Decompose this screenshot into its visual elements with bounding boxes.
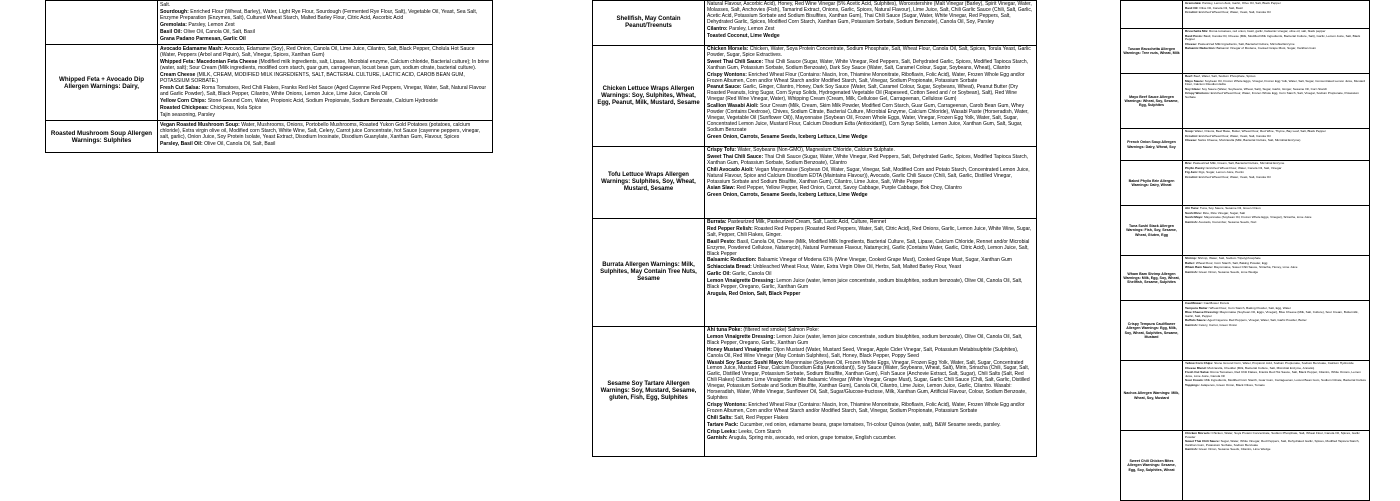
ingredient-component (707, 85, 1034, 103)
component-ingredients: Aged Cayenne Red Peppers, Vinegar, Water, Salt, Garlic Powder, Butter (1207, 318, 1307, 323)
component-label: Shrimp: (1185, 256, 1197, 260)
component-ingredients: Basil, Canola Oil, Cheese (Milk, Modified Milk Ingredients, Bacterial Culture, Salt), Garlic, Lemon Juice, Salt, Black Pepper (1185, 33, 1361, 42)
menu-item-name: Crispy Tempura Cauliflower Allergen Warnings: Egg, Milk, Soy, Wheat, Sulphites, Sesame, Mustard (1121, 301, 1183, 361)
component-ingredients: Shrimp, Water, Salt, Sodium Tripolyphosphate (1197, 256, 1261, 260)
component-label: Toasted Coconut, Lime Wedge (707, 32, 780, 39)
component-label: Gremolata: (1185, 1, 1202, 5)
component-label: Green Onion, Carrots, Sesame Seeds, Iceberg Lettuce, Lime Wedge (707, 133, 868, 140)
component-label: Sweet Thai Chili Sauce: (707, 153, 764, 160)
component-ingredients: Chicken, Water, Soya Protein Concentrate, Sodium Phosphate, Salt, Wheat Flour, Canola Oil, Salt, Spices, Torula Yeast, Garlic Powder, Sugar, Spice Extractives. (707, 46, 1031, 58)
component-ingredients: Enriched Wheat Flour, Water, Yeast, Salt, Canola Oil (1198, 133, 1271, 138)
ingredient-component (707, 135, 1034, 141)
component-label: Gremolata: (160, 22, 187, 28)
component-label: Sour Cream: (1185, 378, 1204, 383)
ingredient-component (160, 72, 490, 84)
component-label: Sushi Rice: (1185, 210, 1202, 215)
ingredient-component (160, 2, 490, 8)
menu-item-name: Tofu Lettuce Wraps Allergen Warnings: Sulphites, Soy, Wheat, Mustard, Sesame (593, 147, 705, 219)
component-label: Whipped Feta: Macedonian Feta Cheese (160, 59, 258, 65)
component-ingredients: Olive Oil, Canola Oil, Salt, Basil (183, 29, 255, 35)
component-ingredients: Swiss Cheese, Mozzarella (Milk, Bacterial Culture, Salt, Microbial Enzyme) (1197, 138, 1301, 143)
component-label: Beef: (1185, 74, 1193, 78)
allergen-table-middle (592, 0, 1037, 457)
ingredient-component (160, 141, 490, 147)
menu-item-row (1121, 1, 1370, 29)
component-ingredients: Tajin seasoning, Parsley (160, 112, 215, 118)
ingredient-list (1183, 1, 1370, 29)
component-ingredients: Parsley, Lemon Zest (728, 25, 775, 32)
component-label: Fig Jam: (1185, 170, 1198, 175)
menu-item-name: Whipped Feta + Avocado Dip Allergen Warnings: Dairy, (46, 45, 158, 121)
menu-item-row (593, 46, 1037, 147)
component-ingredients: Balsamic Vinegar of Modena, Cooked Grape Must, Sugar, Xanthan Gum (1216, 46, 1316, 51)
component-ingredients: Lemon Juice (water, lemon juice concentrate, sodium bisulphites, sodium benzoate), Olive Oil, Canola Oil, Salt, Black Pepper, Oregano, Garlic, Xanthan Gum (707, 278, 1023, 291)
component-label: Sweet Thai Chili Sauce: (707, 58, 764, 65)
component-label: Wasabi Soy Sauce: Sushi Mayo: (707, 359, 784, 366)
component-ingredients: Water, Mushrooms, Onions, Portobello Mushrooms, Roasted Yukon Gold Potatoes (potatoes, calcium chloride), Extra virgin olive oil, Modified corn Starch, White Wine, Salt, Celery, Carrot juice Concentrate, hot Sauce (cayenne peppers, vinegar, salt, garlic), Onion Juice, Soy Protein Isolate, Yeast Extract, Disodium Inosinate, Disodium Guanylate, Xanthan Gum, Flavour, Spices (160, 122, 481, 140)
component-label: Fresh Cut Salsa: (160, 85, 201, 91)
component-label: Yellow Corn Chips: (160, 98, 207, 104)
component-label: Yellow Corn Chips: (1185, 361, 1214, 365)
component-ingredients: Enriched Wheat Flour (Contains: Niacin, Iron, Thiamine Mononitrate, Riboflavin, Folic Acid), Water, Frozen Whole Egg and/or Frozen Albumen, Corn and/or Wheat Starch and/or Modified Starch, Salt, Vinegar, Sodium Propionate, Potassium Sorbate (707, 71, 1025, 84)
component-label: Ahi tuna Poke: (707, 327, 743, 333)
component-label: Garnish: (1185, 322, 1198, 327)
component-ingredients: Roma tomatoes, red onion, basil, garlic, balsamic vinegar, olive oil, salt, black pepper (1209, 29, 1326, 33)
component-ingredients: Green Onion, Sesame Seeds, Lime Wedge (1198, 269, 1259, 274)
menu-item-name (46, 1, 158, 45)
component-ingredients: Pasteurized Milk, Cream, Salt, Bacterial Culture, Microbial Enzyme (1192, 161, 1285, 165)
component-ingredients: Soy Sauce (Water, Soybeans, Wheat, Salt), Sugar, Garlic, Ginger, Sesame Oil, Corn Starch (1201, 86, 1328, 91)
component-ingredients: Jalapenos, Green Onion, Black Olives, Tomato (1200, 382, 1265, 387)
component-label: Fresh Cut Salsa: (1185, 370, 1210, 375)
ingredient-list (1183, 29, 1370, 74)
component-label: Garnish: (1185, 447, 1198, 452)
menu-item-row (593, 147, 1037, 219)
component-ingredients: Roma Tomatoes, Red Chili Flakes, Franks Red Hot Sauce, Salt, Black Pepper, Cilantro, White Onions, Lemon Juice, Lime Juice, Canola Oil (1185, 370, 1361, 378)
ingredient-list (705, 46, 1037, 147)
ingredient-component (1185, 35, 1367, 42)
component-ingredients: Wheat Flour, Corn Starch, Salt, Baking Powder, Egg (1195, 260, 1268, 265)
component-label: Bruschetta Mix: (1185, 29, 1209, 33)
component-label: Batter: (1185, 260, 1195, 265)
component-label: Honey Mustard Vinaigrette: (707, 346, 772, 353)
component-label: Cheese: (1185, 138, 1198, 143)
component-label: Crostini: (1185, 10, 1198, 15)
component-label: Avocado Edamame Mash: (160, 46, 223, 52)
component-ingredients: Water, Soybeans (Non-GMO), Magnesium Chloride, Calcium Sulphate. (737, 147, 895, 153)
component-ingredients: (Modified milk ingredients, salt, Lipase, Microbial enzyme, Calcium chloride, Bacterial culture); In brine (water, salt); Sour Cream (Milk ingredients, modified corn starch, guar gum, carrageenan, locust bean gum, sodium citrate, bacterial culture). (160, 59, 489, 71)
ingredient-list (1183, 431, 1370, 501)
ingredient-component (707, 279, 1034, 291)
ingredient-component (160, 59, 490, 71)
ingredient-component (707, 227, 1034, 239)
component-ingredients: Chickpeas, Nola Spice (210, 105, 262, 111)
component-ingredients: Arugula, Spring mix, avocado, red onion, grape tomatoe, English cucumber. (728, 435, 897, 442)
component-ingredients: Thai Chili Sauce (Sugar, Water, White Vinegar, Red Peppers, Salt, Dehydrated Garlic, Spices, Modified Tapioca Starch, Xanthan Gum, Potassium Sorbate, Sodium Benzoate), Dark Soy Sauce (Water, Salt, Caramel Colour, Sugar, Soybeans, Wheat), Cilantro (707, 58, 1029, 71)
menu-item-name: Mayo Beef Sauce Allergen Warnings: Wheat, Soy, Sesame, Egg, Sulphites (1121, 74, 1183, 129)
menu-item-name: Tuna Sushi Stack Allergen Warnings: Fish, Soy, Sesame, Wheat, Gluten, Egg (1121, 206, 1183, 256)
component-ingredients: Roma Tomatoes, Red Chili Flakes, Franks Red Hot Sauce (Aged Cayenne Red Peppers, Vinegar, Water, Salt, Natural Flavour and Garlic Powder), Salt, Black Pepper, Cilantro, White Onions, Lemon Juice, Lime Juice, Canola Oil (160, 85, 487, 97)
component-label: Garlic Oil: (707, 271, 731, 278)
menu-item-row (46, 45, 493, 121)
component-ingredients: Garlic, Ginger, Cilantro, Honey, Dark Soy Sauce (Water, Salt, Caramel Colour, Sugar, Soybeans, Wheat), Peanut Butter (Dry Roasted Peanuts, Icing Sugar, Corn Syrup Solids, Hydrogenated Vegetable Oil (Rapeseed, Cotton Seed and / or Soybean), Salt), Red Wine Vinegar (Red Wine Vinegar, Water), Whipping Cream (Cream, Milk, Cellulose Gel, Carrageenan, Cellulose Gum) (707, 84, 1018, 103)
component-ingredients: Parsley, Lemon Zest (188, 22, 235, 28)
menu-item-row (1121, 361, 1370, 431)
component-ingredients: Thai Chili Sauce (Sugar, Water, White Vinegar, Red Peppers, Salt, Dehydrated Garlic, Spices, Modified Tapioca Starch, Xanthan Gum, Potassium Sorbate, Sodium Benzoate), Cilantro (707, 153, 1029, 166)
component-label: Vegan Roasted Mushroom Soup: (160, 122, 240, 128)
component-label: Schiacciata Bread: (707, 264, 752, 271)
component-label: Lemon Vinaigrette Dressing: (707, 333, 775, 340)
ingredient-component (707, 168, 1034, 186)
component-label: Soup: (1185, 129, 1194, 133)
component-ingredients: Red Pepper, Yellow Pepper, Red Onion, Carrot, Savoy Cabbage, Purple Cabbage, Bok Choy, Cilantro (736, 185, 962, 192)
component-label: Cauliflower: (1185, 301, 1203, 305)
allergen-table-left (45, 0, 493, 153)
component-label: Mayo Sauce: (1185, 78, 1204, 83)
component-ingredients: Stone Ground Corn, Water, Propionic Acid, Sodium Propionate, Sodium Benzoate, Calcium Hydroxide (207, 98, 438, 104)
ingredient-component (1185, 384, 1367, 388)
component-ingredients: (MILK, CREAM, MODIFIED MILK INGREDIENTS, SALT, BACTERIAL CULTURE, LACTIC ACID, CAROB BEAN GUM, POTASSIUM SORBATE.) (160, 72, 465, 84)
component-ingredients: Sour Cream (Milk, Cream, Skim Milk Powder, Modified Corn Starch, Guar Gum, Carrageenan, Carob Bean Gum, Whey Powder (Contains Dextrose), Chives, Sodium Citrate, Bacterial Culture, Microbial Enzyme, Calcium Chloride), Wasabi Paste (Horseradish, Water, Vinegar, Vegetable Oil (Sunflower Oil)), Mayonnaise (Soybean Oil, Frozen Whole Eggs, Water, Vinegar, Frozen Egg Yolk, Water, Salt, Sugar, Concentrated Lemon Juice, Mustard Flour, Calcium Disodium Edta (Antioxidant)), Corn Syrup Solids, Lemon Juice, Xanthan Gum, Salt, Sugar, Sodium Benzoate (707, 103, 1029, 133)
ingredient-list (158, 121, 493, 153)
ingredient-component (1185, 47, 1367, 51)
ingredient-table (45, 0, 493, 153)
ingredient-list (1183, 301, 1370, 361)
ingredient-component (1185, 271, 1367, 275)
ingredient-component (160, 112, 490, 118)
component-ingredients: Mayonnaise (Soybean Oil, Frozen Whole Eggs, Vinegar), Sriracha, Lime Juice (1204, 215, 1312, 220)
ingredient-component (160, 98, 490, 104)
component-ingredients: Mayonnaise (Soybean Oil, Eggs, Vinegar), Blue Cheese (Milk, Salt, Culture), Sour Cream, Buttermilk, Garlic, Salt, Pepper (1185, 310, 1359, 318)
component-ingredients: Lemon Juice (water, lemon juice concentrate, sodium bisulphites, sodium benzoate), Olive Oil, Canola Oil, Salt, Black Pepper, Oregano, Garlic, Xanthan Gum (707, 333, 1023, 346)
component-label: Crispy Wontons: (1185, 91, 1210, 96)
component-ingredients: Water, Onions, Beef Base, Butter, Wheat Flour, Red Wine, Thyme, Bay Leaf, Salt, Black Pepper (1194, 129, 1326, 133)
component-label: Garnish: (707, 435, 728, 442)
component-ingredients: Wheat Flour, Corn Starch, Baking Powder, Salt, Egg, Water (1209, 305, 1291, 310)
component-ingredients: Green Onion, Sesame Seeds, Cilantro, Lime Wedge (1198, 447, 1271, 452)
ingredient-component (1185, 324, 1367, 328)
menu-item-name: Sesame Soy Tartare Allergen Warnings: Soy, Mustard, Sesame, gluten, Fish, Egg, Sulphites (593, 327, 705, 457)
component-label: Brie: (1185, 161, 1193, 165)
component-ingredients: Natural Flavour, Ascorbic Acid), Honey, Red Wine Vinegar (5% Acetic Acid, Sulphites), Worcestershire (Malt Vinegar (Barley), Spirit Vinegar, Water, Molasses, Salt, Anchovies (Fish), Tamarind Extract, Onions, Garlic, Spices, Natural Flavour), Lime Juice, Salt, Chili Garlic Sauce (Chili, Salt, Garlic, Acetic Acid, Potassium Sorbate and Sodium Bisulfites, Xanthan Gum), Thai Chili Sauce (Sugar, Water, White Vinegar, Red Peppers, Salt, Dehydrated Garlic, Spices, Modified Corn Starch, Xanthan Gum, Potassium Sorbate, Sodium Benzoate), Canola Oil, Soy, Parsley (707, 1, 1033, 25)
component-label: Chicken Morsels: (707, 46, 749, 52)
ingredient-component (707, 155, 1034, 167)
ingredient-list (1183, 161, 1370, 206)
component-label: Balsamic Reduction: (1185, 46, 1216, 51)
ingredient-component (707, 240, 1034, 258)
component-ingredients: Unbleached Wheat Flour, Water, Extra Virgin Olive Oil, Herbs, Salt, Malted Barley Flour, Yeast (753, 264, 962, 271)
menu-item-name: Baked Phyllo Brie Allergen Warnings: Dairy, Wheat (1121, 161, 1183, 206)
ingredient-component (1185, 176, 1367, 180)
ingredient-component (707, 348, 1034, 360)
menu-item-name: Chicken Lettuce Wraps Allergen Warnings: Soy, Sulphites, Wheat, Egg, Peanut, Milk, Mustard, Sesame (593, 46, 705, 147)
component-ingredients: Milk Ingredients, Modified Corn Starch, Guar Gum, Carrageenan, Locust Bean Gum, Sodium Citrate, Bacterial Culture (1204, 378, 1367, 383)
ingredient-list (705, 147, 1037, 219)
menu-item-name: Shellfish, May Contain Peanut/Treenuts (593, 1, 705, 46)
component-ingredients: Avocado, Edamame (Soy), Red Onion, Canola Oil, Lime Juice, Cilantro, Salt, Black Pepper, Cholula Hot Sauce (Water, Peppers (Arbol and Piquin), Salt, Vinegar, Spices, Xanthan Gum) (160, 46, 475, 58)
component-label: Sourdough: (160, 9, 189, 15)
menu-item-name: Wham Bam Shrimp Allergen Warnings: Milk, Egg, Soy, Wheat, Shellfish, Sesame, Sulphites (1121, 256, 1183, 301)
ingredient-list (1183, 129, 1370, 161)
component-label: Burrata: (707, 219, 727, 225)
ingredient-list (1183, 206, 1370, 256)
ingredient-component (1185, 432, 1367, 439)
component-ingredients: (filtered red smoke) Salmon Poke: (743, 327, 819, 333)
menu-item-row (1121, 74, 1370, 129)
component-ingredients: Garlic, Canola Oil (732, 271, 772, 278)
component-label: Sweet Thai Chili Sauce: (1185, 439, 1220, 444)
component-label: Crostini: (1185, 174, 1198, 179)
component-label: Balsamic Reduction: (707, 257, 757, 264)
component-label: Buffalo Sauce: (1185, 318, 1207, 323)
ingredient-list (1183, 361, 1370, 431)
component-ingredients: Enriched Wheat Flour, Water, Yeast, Salt, Canola Oil (1198, 10, 1271, 15)
ingredient-component (707, 335, 1034, 347)
ingredient-component (707, 436, 1034, 442)
menu-item-name: Sweet Chili Chicken Bites Allergen Warnings: Sesame, Egg, Soy, Sulphites, Wheat (1121, 431, 1183, 501)
allergen-table-right (1120, 0, 1370, 501)
component-ingredients: Cucumber, red onion, edamame beans, grape tomatoes, Tri-colour Quinoa (water, salt), B&W Sesame seeds, parsley. (739, 421, 1001, 428)
ingredient-component (160, 105, 490, 111)
component-ingredients: Enriched Wheat Flour, Water, Yeast, Salt, Canola Oil (1198, 174, 1271, 179)
ingredient-component (160, 36, 490, 42)
menu-item-name: Roasted Mushroom Soup Allergen Warnings: Sulphites (46, 121, 158, 153)
component-label: Ahi Tuna: (1185, 206, 1200, 210)
ingredient-component (1185, 11, 1367, 15)
component-ingredients: Celery, Carrot, Green Onion (1198, 322, 1238, 327)
component-label: Roasted Chickpeas: (160, 105, 209, 111)
component-label: Chili Salts: (707, 414, 733, 421)
component-ingredients: Basil, Canola Oil, Cheese (Milk, Modified Milk Ingredients, Bacterial Culture, Salt, Lipase, Calcium Chloride, Rennet and/or Microbial Enzyme, Powdered Cellulose, Natamycin), Natural Parmesan Flavour, Natamycin), Garlic (Contains Water, Garlic, Citric Acid), Lemon Juice, Salt, Black Pepper (707, 238, 1030, 257)
component-ingredients: Pasteurized Milk, Pasteurized Cream, Salt, Lactic Acid, Culture, Rennet (727, 219, 886, 225)
ingredient-table (592, 0, 1037, 457)
menu-item-row (1121, 431, 1370, 501)
menu-item-name: French Onion Soup Allergen Warnings: Dairy, Wheat, Soy (1121, 129, 1183, 161)
ingredient-list (705, 327, 1037, 457)
ingredient-component (1185, 311, 1367, 318)
component-label: Tartare Pack: (707, 421, 739, 428)
ingredient-component (160, 85, 490, 97)
ingredient-component (707, 47, 1034, 59)
component-ingredients: Figs, Sugar, Lemon Juice, Pectin (1198, 170, 1244, 175)
component-label: Cilantro: (707, 25, 728, 32)
component-label: Wham Bam Sauce: (1185, 265, 1213, 270)
component-ingredients: Mayonnaise, Sweet Chili Sauce, Sriracha, Honey, Lime Juice (1213, 265, 1298, 270)
component-label: Arugula, Red Onion, Salt, Black Pepper (707, 290, 801, 297)
component-label: Toppings: (1185, 382, 1200, 387)
ingredient-component (707, 34, 1034, 40)
component-label: Cheese Blend: (1185, 365, 1207, 370)
component-ingredients: Roasted Red Peppers (Roasted Red Peppers, Water, Salt, Citric Acid), Red Onions, Garlic, Lemon Juice, White Wine, Sugar, Salt, Pepper, Chili Flakes, Ginger. (707, 225, 1032, 238)
menu-item-name (1121, 1, 1183, 29)
component-ingredients: Olive Oil, Canola Oil, Salt, Basil (204, 141, 276, 147)
menu-item-row (593, 327, 1037, 457)
menu-item-row (1121, 301, 1370, 361)
component-label: Lemon Vinaigrette Dressing: (707, 278, 775, 285)
component-label: Crispy Wontons: (707, 401, 747, 408)
component-ingredients: Beef, Water, Salt, Sodium Phosphate, Spices (1193, 74, 1256, 78)
component-label: Sushi Mayo: (1185, 215, 1204, 220)
component-label: Peanut Sauce: (707, 84, 742, 91)
component-ingredients: Parsley, Lemon Zest, Garlic, Olive Oil, Salt, Black Pepper (1202, 1, 1281, 5)
menu-item-row (46, 121, 493, 153)
component-ingredients: Rice, Rice Vinegar, Sugar, Salt (1202, 210, 1245, 215)
component-label: Chicken Morsels: (1185, 431, 1211, 435)
component-ingredients: Chicken, Water, Soya Protein Concentrate, Sodium Phosphate, Salt, Wheat Flour, Canola Oil, Spices, Garlic Powder (1185, 431, 1360, 439)
component-label: Blue Cheese Dressing: (1185, 310, 1219, 315)
component-ingredients: Sugar, Water, White Vinegar, Red Peppers, Salt, Dehydrated Garlic, Spices, Modified Tapioca Starch, Xanthan Gum, Potassium Sorbate, Sodium Benzoate (1185, 439, 1360, 447)
ingredient-component (707, 403, 1034, 415)
ingredient-table (1120, 0, 1370, 501)
component-label: Basil Pesto: (1185, 33, 1203, 38)
ingredient-component (707, 193, 1034, 199)
ingredient-component (707, 104, 1034, 134)
ingredient-component (1185, 448, 1367, 452)
component-ingredients: Leeks, Corn Starch (738, 428, 782, 435)
component-label: Crispy Tofu: (707, 147, 737, 153)
ingredient-component (160, 29, 490, 35)
ingredient-list (1183, 256, 1370, 301)
component-ingredients: Dijon Mustard (Water, Mustard Seed, Vinegar, Apple Cider Vinegar, Salt, Potassium Metabisulphite (Sulphites), Canola Oil, Red Wine Vinegar (May Contain Sulphites), Salt, Honey, Black Pepper, Poppy Seed (707, 346, 1019, 359)
menu-item-row (46, 1, 493, 45)
component-ingredients: Cauliflower Florets (1203, 301, 1230, 305)
component-label: Phyllo Pastry: (1185, 165, 1206, 170)
ingredient-component (1185, 371, 1367, 378)
component-ingredients: Soybean Oil, Frozen Whole Eggs, Vinegar, Frozen Egg Yolk, Water, Salt, Sugar, Concentrated Lemon Juice, Mustard Flour, Calcium Disodium Edta (1185, 78, 1366, 87)
ingredient-component (707, 2, 1034, 26)
component-ingredients: Avocado, Cucumber, Sesame Seeds, Nori (1198, 219, 1257, 224)
component-ingredients: Mayonnaise (Soybean Oil, Frozen Whole Eggs, Vinegar, Frozen Egg Yolk, Water, Salt, Sugar, Concentrated Lemon Juice, Mustard Flour, Calcium Disodium Edta (Antioxidant)), Soy Sauce (Water, Soybeans, Wheat, Salt), Mirin, Sriracha (Chili, Sugar, Salt, Garlic, Distilled Vinegar, Potassium Sorbate, Sodium Bisulfite, Xanthan Gum), Fish Sauce (Anchovie Extract, Salt, Sugar), Chili Salts (Salt, Red Chili Flakes) Cilantro Lime Vinaigrette: White Balsamic Vinegar (White Vinegar, Grape Must), Sugar, Garlic Chili Sauce (Chili, Salt, Garlic, Distilled Vinegar, Potassium Sorbate and Sodium Bisulfite, Xanthan Gum), Canola Oil, Cilantro, Lime Juice, Lemon Juice, Garlic, Cilantro. Wasabi: Horseradish, Water, White Vinegar, Sunflower Oil, Salt, Sugar/Glucose-fructose, Milk, Xanthan Gum, Artificial Flavour, Colour, Sodium Benzoate, Sulphites (707, 359, 1030, 401)
component-ingredients: Salt. (160, 2, 171, 8)
menu-item-row (1121, 29, 1370, 74)
component-label: Grana Padano Parmesan, Garlic Oil (160, 36, 246, 42)
menu-item-row (1121, 256, 1370, 301)
menu-item-row (593, 219, 1037, 327)
ingredient-component (707, 73, 1034, 85)
component-label: Tempura Batter: (1185, 305, 1209, 310)
component-label: Scallion Wasabi Aioli: (707, 103, 759, 110)
ingredient-component (160, 122, 490, 140)
component-label: Garnish: (1185, 269, 1198, 274)
component-label: Cheese: (1185, 41, 1198, 46)
ingredient-component (160, 46, 490, 58)
ingredient-component (160, 9, 490, 21)
component-ingredients: Stone Ground Corn, Water, Propionic Acid, Sodium Propionate, Sodium Benzoate, Calcium Hydroxide (1214, 361, 1354, 365)
component-label: Chili Avocado Aioli: (707, 166, 754, 173)
component-label: Basil Pesto: (707, 238, 736, 245)
menu-item-name: Nachos Allergen Warnings: Milk, Wheat, Soy, Mustard (1121, 361, 1183, 431)
ingredient-component (1185, 80, 1367, 87)
component-label: Cream Cheese (160, 72, 196, 78)
component-label: Red Pepper Relish: (707, 225, 753, 232)
ingredient-component (707, 292, 1034, 298)
ingredient-component (707, 361, 1034, 402)
menu-item-name: Tuscan Bruschetta Allergen Warnings: Tree nuts, Wheat, Milk (1121, 29, 1183, 74)
component-label: Soy Glaze: (1185, 86, 1201, 91)
component-ingredients: Enriched Wheat Flour, Water, Canola Oil, Salt, Vinegar (1206, 165, 1282, 170)
component-label: Crostini: (1185, 133, 1198, 138)
component-ingredients: Balsamic Vinegar of Modena 61% (Wine Vinegar, Cooked Grape Must), Cooked Grape Must, Sugar, Xanthan Gum (757, 257, 1012, 264)
component-ingredients: Salt, Red Pepper Flakes (734, 414, 789, 421)
ingredient-component (1185, 139, 1367, 143)
ingredient-component (1185, 92, 1367, 99)
component-ingredients: Tuna, Soy Sauce, Sesame Oil, Green Onion (1199, 206, 1261, 210)
menu-item-row (593, 1, 1037, 46)
ingredient-component (707, 60, 1034, 72)
component-label: Basil Oil: (1185, 5, 1199, 10)
component-label: Asian Slaw: (707, 185, 736, 192)
ingredient-list (158, 45, 493, 121)
ingredient-component (1185, 440, 1367, 447)
menu-item-name: Burrata Allergen Warnings: Milk, Sulphites, May Contain Tree Nuts, Sesame (593, 219, 705, 327)
menu-item-row (1121, 129, 1370, 161)
component-label: Parsley, Basil Oil: (160, 141, 203, 147)
ingredient-list (158, 1, 493, 45)
component-ingredients: Olive Oil, Canola Oil, Salt, Basil (1199, 5, 1243, 10)
component-label: Crispy Wontons: (707, 71, 747, 78)
ingredient-list (1183, 74, 1370, 129)
component-ingredients: Pasteurized Milk Ingredients, Salt, Bacterial Culture, Microbial Enzyme (1197, 41, 1295, 46)
component-ingredients: Enriched Wheat Flour, Water, Frozen Whole Egg, Corn Starch, Salt, Vinegar, Sodium Propionate, Potassium Sorbate (1185, 91, 1359, 99)
ingredient-component (160, 22, 490, 28)
ingredient-list (705, 219, 1037, 327)
component-label: Green Onion, Carrots, Sesame Seeds, Iceberg Lettuce, Lime Wedge (707, 192, 868, 199)
component-ingredients: Enriched Wheat Flour (Contains: Niacin, Iron, Thiamine Mononitrate, Riboflavin, Folic Acid), Water, Frozen Whole Egg and/or Frozen Albumen, Corn and/or Wheat Starch and/or Modified Starch, Salt, Vinegar, Sodium Propionate, Potassium Sorbate (707, 401, 1025, 414)
component-ingredients: Mozzarella, Cheddar (Milk, Bacterial Culture, Salt, Microbial Enzyme, Annatto) (1207, 365, 1315, 370)
ingredient-list (705, 1, 1037, 46)
component-label: Crisp Leeks: (707, 428, 738, 435)
component-label: Basil Oil: (160, 29, 183, 35)
component-label: Garnish: (1185, 219, 1198, 224)
component-ingredients: Vegan Mayonnaise (Soybean Oil, Water, Sugar, Vinegar, Salt, Modified Corn and Potato Starch, Concentrated Lemon Juice, Natural Flavour, Spice and Calcium Disodium EDTA (Maintains Flavour)), Avocado, Garlic Chili Sauce (Chili, Salt, Garlic, Distilled Vinegar, Potassium Sorbate and Sodium Bisulfite, Xanthan Gum), Cilantro, Lime Juice, Salt, White Pepper (707, 166, 1030, 185)
component-ingredients: Enriched Flour (Wheat, Barley), Water, Light Rye Flour, Sourdough (Fermented Rye Flour, Salt), Vegetable Oil, Yeast, Sea Salt, Enzyme Preparation (Enzymes, Salt), Cultured Wheat Starch, Malted Barley Flour, Citric Acid, Ascorbic Acid (160, 9, 478, 21)
menu-item-row (1121, 206, 1370, 256)
menu-item-row (1121, 161, 1370, 206)
ingredient-component (1185, 221, 1367, 225)
